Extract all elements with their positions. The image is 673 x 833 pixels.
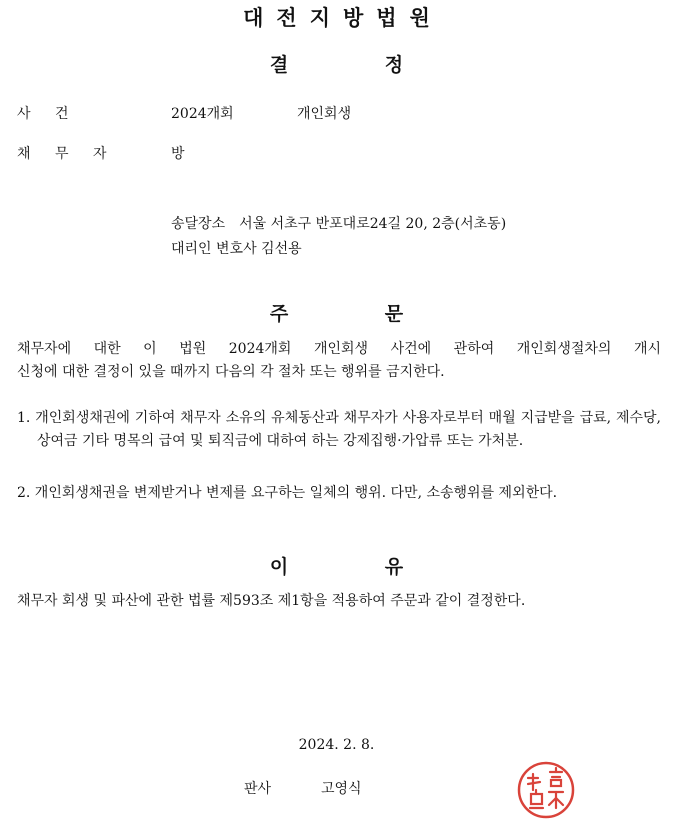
judge-name: 고영식 [321, 781, 362, 797]
case-name: 개인회생 [297, 106, 352, 122]
case-label: 사 건 [17, 106, 69, 122]
court-name: 대전지방법원 [243, 6, 443, 30]
agent-line: 대리인 변호사 김선용 [171, 241, 302, 257]
judge-title: 판사 [244, 781, 272, 797]
order-paragraph-line1: 채무자에 대한 이 법원 2024개회 개인회생 사건에 관하여 개인회생절차의 개시 [17, 341, 661, 357]
order-heading: 주 문 [269, 303, 404, 325]
order-paragraph-line2: 신청에 대한 결정이 있을 때까지 다음의 각 절차 또는 행위를 금지한다. [17, 364, 445, 380]
debtor-name: 방 [171, 146, 185, 162]
document-type-heading: 결 정 [269, 54, 404, 76]
order-item-1: 1. 개인회생채권에 기하여 채무자 소유의 유체동산과 채무자가 사용자로부터 매월 지급받을 급료, 제수당, 상여금 기타 명목의 급여 및 퇴직금에 대하여 하는 강제집행·가압류 또는 가처분. [17, 410, 661, 449]
address-label: 송달장소 [171, 216, 226, 232]
address-line [171, 213, 506, 235]
order-item-2: 2. 개인회생채권을 변제받거나 변제를 요구하는 일체의 행위. 다만, 소송행위를 제외한다. [17, 485, 558, 501]
reason-text: 채무자 회생 및 파산에 관한 법률 제593조 제1항을 적용하여 주문과 같이 결정한다. [17, 593, 526, 609]
reason-heading: 이 유 [269, 556, 404, 578]
judge-seal-icon [516, 760, 576, 820]
debtor-label: 채 무 자 [17, 146, 107, 162]
decision-date: 2024. 2. 8. [298, 737, 375, 753]
case-number: 2024개회 [171, 106, 234, 122]
address-value: 서울 서초구 반포대로24길 20, 2층(서초동) [239, 216, 507, 232]
